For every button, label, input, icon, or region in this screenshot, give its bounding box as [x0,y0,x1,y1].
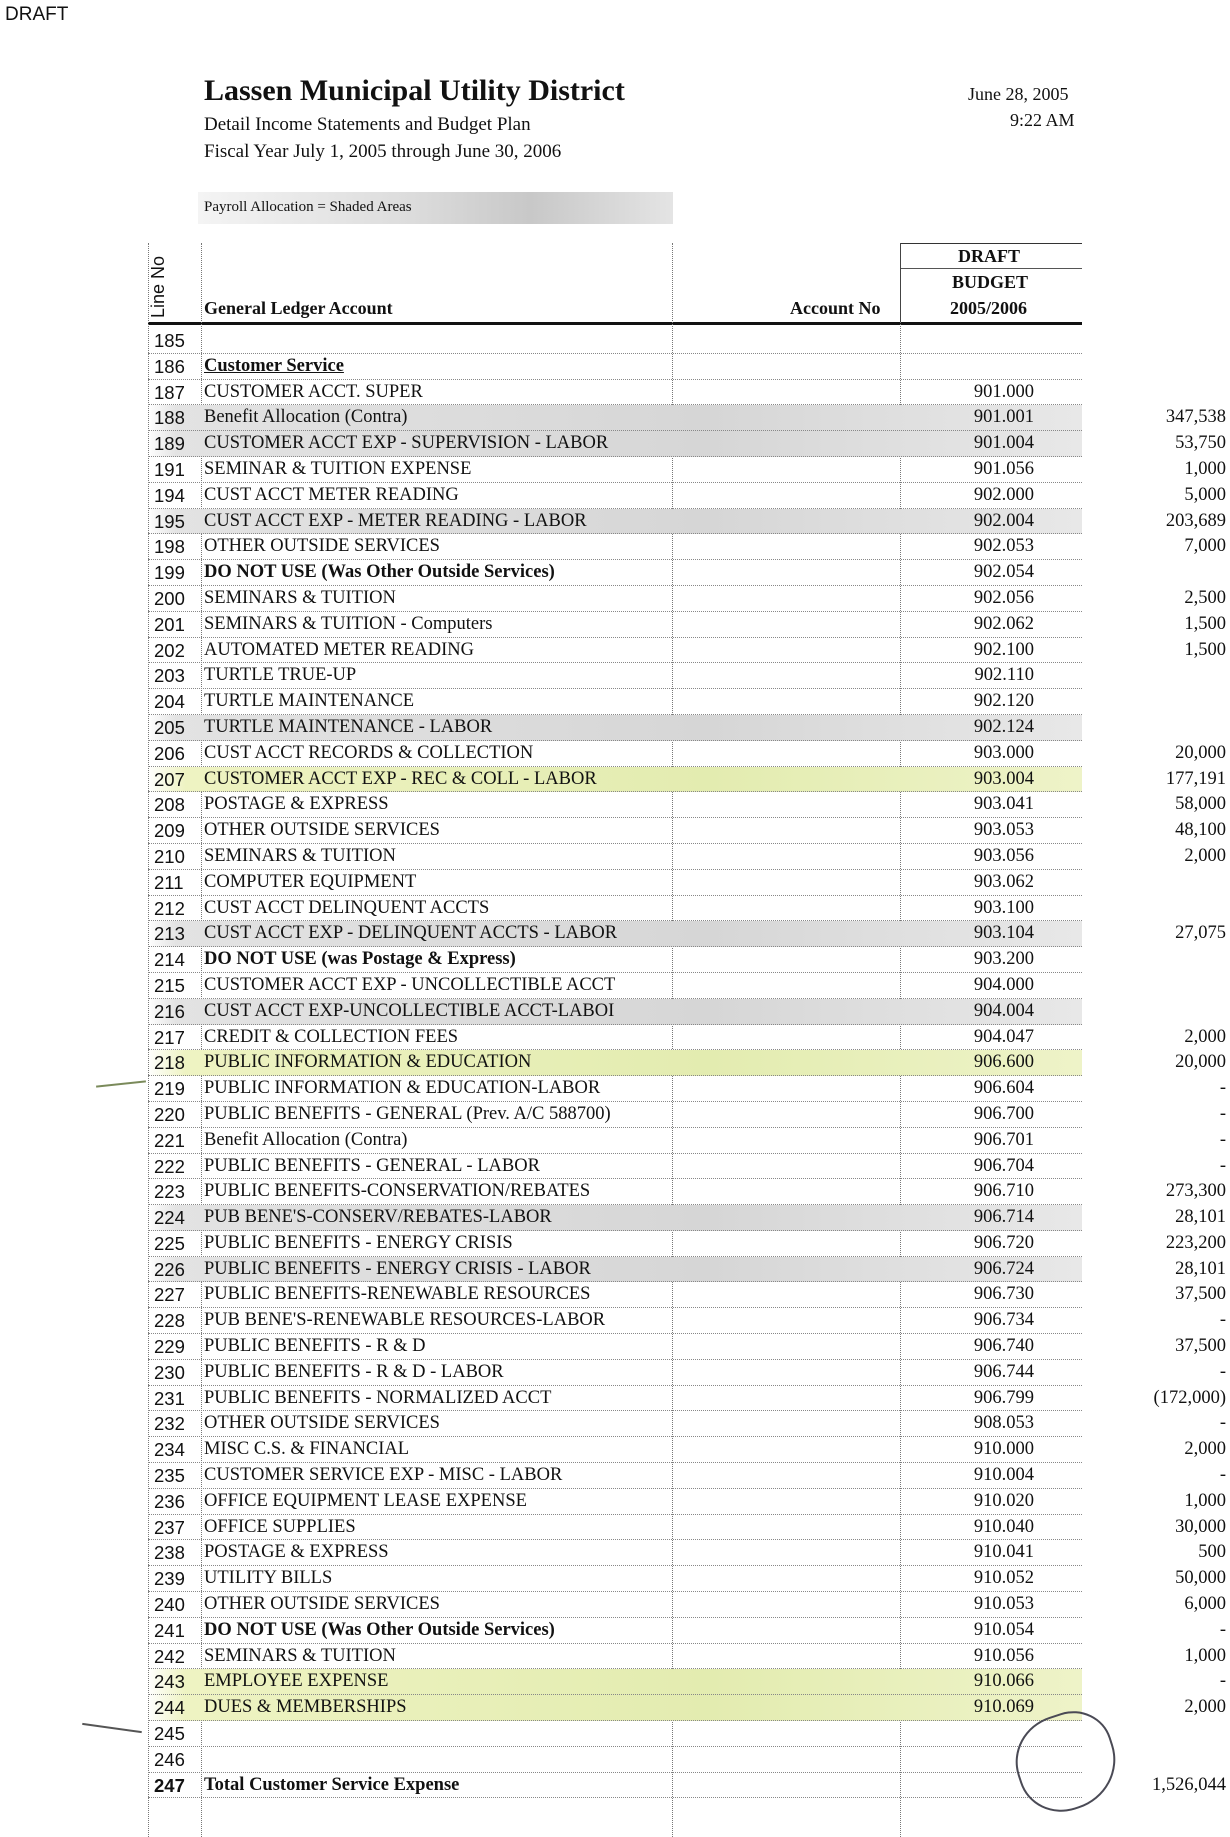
account-description: PUBLIC INFORMATION & EDUCATION [204,1052,532,1073]
account-number: 910.040 [973,1516,1034,1537]
account-number: 906.704 [973,1155,1034,1176]
line-number: 198 [154,536,185,558]
budget-amount: 37,500 [1175,1336,1226,1357]
line-number: 212 [154,897,185,919]
line-number: 225 [154,1232,185,1254]
table-row [148,1463,1226,1489]
table-row [148,534,1226,560]
account-description: SEMINARS & TUITION [204,845,396,866]
budget-amount: 203,689 [1165,510,1226,531]
handwritten-mark [96,1080,146,1087]
table-row [148,431,1226,457]
account-description: POSTAGE & EXPRESS [204,1542,389,1563]
line-number: 199 [154,562,185,584]
line-number: 220 [154,1103,185,1125]
line-number: 210 [154,845,185,867]
budget-amount: 7,000 [1184,536,1226,557]
table-row [148,1179,1226,1205]
account-description: TURTLE TRUE-UP [204,665,357,686]
line-number: 237 [154,1516,185,1538]
line-number: 234 [154,1439,185,1461]
line-number: 188 [154,407,185,429]
line-number: 224 [154,1207,185,1229]
table-row [148,354,1082,380]
account-number: 906.604 [973,1078,1034,1099]
line-number: 203 [154,665,185,687]
line-number: 236 [154,1490,185,1512]
account-description: OFFICE EQUIPMENT LEASE EXPENSE [204,1490,527,1511]
table-row [148,1308,1226,1334]
table-row [148,457,1226,483]
line-number: 201 [154,613,185,635]
line-number: 214 [154,949,185,971]
line-no-header: Line No [148,255,168,318]
account-number: 910.056 [973,1645,1034,1666]
account-description: PUB BENE'S-RENEWABLE RESOURCES-LABOR [204,1310,606,1331]
account-number: 906.744 [973,1361,1034,1382]
account-description: OTHER OUTSIDE SERVICES [204,536,440,557]
account-number: 910.004 [973,1465,1034,1486]
table-row [148,973,1082,999]
account-number: 903.200 [973,949,1034,970]
budget-amount: 2,000 [1184,1439,1226,1460]
line-number: 221 [154,1129,185,1151]
account-description: PUBLIC BENEFITS - R & D - LABOR [204,1361,504,1382]
budget-amount: 347,538 [1165,407,1226,428]
account-number: 901.000 [973,381,1034,402]
account-number: 903.100 [973,897,1034,918]
account-description: SEMINARS & TUITION [204,1645,396,1666]
gl-account-header: General Ledger Account [204,298,393,318]
budget-column-border [900,243,901,323]
table-row [148,1695,1226,1721]
draft-header: DRAFT [958,246,1020,266]
account-description: PUBLIC INFORMATION & EDUCATION-LABOR [204,1078,601,1099]
account-number: 903.053 [973,820,1034,841]
table-row [148,870,1082,896]
table-row [148,741,1226,767]
account-number: 903.041 [973,794,1034,815]
table-row [148,1566,1226,1592]
account-number: 910.053 [973,1594,1034,1615]
table-row [148,328,1082,354]
table-row [148,1050,1226,1076]
table-row [148,1025,1226,1051]
account-description: SEMINAR & TUITION EXPENSE [204,458,472,479]
account-description: TURTLE MAINTENANCE [204,691,415,712]
report-time: 9:22 AM [1010,110,1075,130]
account-description: PUBLIC BENEFITS - NORMALIZED ACCT [204,1387,552,1408]
budget-amount: 28,101 [1175,1207,1226,1228]
account-number: 910.041 [973,1542,1034,1563]
line-number: 195 [154,510,185,532]
account-description: DUES & MEMBERSHIPS [204,1697,407,1718]
line-number: 213 [154,923,185,945]
budget-amount: 50,000 [1175,1568,1226,1589]
line-number: 202 [154,639,185,661]
table-row [148,1205,1226,1231]
table-row [148,1669,1226,1695]
account-number: 904.000 [973,974,1034,995]
table-row [148,1515,1226,1541]
line-number: 187 [154,381,185,403]
account-description: DO NOT USE (was Postage & Express) [204,949,516,970]
account-number: 906.720 [973,1232,1034,1253]
table-row [148,844,1226,870]
line-number: 227 [154,1284,185,1306]
line-number: 245 [154,1723,185,1745]
budget-amount: (172,000) [1153,1387,1226,1408]
line-number: 217 [154,1026,185,1048]
account-description: CUST ACCT EXP-UNCOLLECTIBLE ACCT-LABOI [204,1000,615,1021]
account-description: CUST ACCT DELINQUENT ACCTS [204,897,490,918]
account-number: 906.701 [973,1129,1034,1150]
table-row [148,1231,1226,1257]
ledger-table [148,328,1226,1798]
budget-amount: 2,000 [1184,845,1226,866]
table-row [148,1489,1226,1515]
account-number: 910.069 [973,1697,1034,1718]
account-number: 902.100 [973,639,1034,660]
budget-amount: - [1219,1671,1226,1692]
line-number: 200 [154,587,185,609]
account-description: PUBLIC BENEFITS - ENERGY CRISIS [204,1232,513,1253]
line-number: 230 [154,1361,185,1383]
line-number: 242 [154,1645,185,1667]
line-number: 238 [154,1542,185,1564]
account-description: CUST ACCT EXP - METER READING - LABOR [204,510,587,531]
account-description: DO NOT USE (Was Other Outside Services) [204,562,555,583]
account-description: CUSTOMER ACCT. SUPER [204,381,423,402]
table-row [148,1334,1226,1360]
account-number: 906.724 [973,1258,1034,1279]
table-row [148,767,1226,793]
table-row [148,1773,1226,1799]
table-row [148,1437,1226,1463]
table-row [148,1644,1226,1670]
table-row [148,405,1226,431]
line-number: 186 [154,355,185,377]
table-row [148,509,1226,535]
account-description: SEMINARS & TUITION - Computers [204,613,493,634]
handwritten-arrow [82,1723,142,1733]
budget-amount: 20,000 [1175,742,1226,763]
account-description: OTHER OUTSIDE SERVICES [204,1413,440,1434]
table-row [148,1360,1226,1386]
account-number: 901.001 [973,407,1034,428]
budget-amount: 2,500 [1184,587,1226,608]
account-number: 904.047 [973,1026,1034,1047]
account-description: AUTOMATED METER READING [204,639,474,660]
budget-amount: - [1219,1413,1226,1434]
table-row [148,818,1226,844]
table-row [148,612,1226,638]
table-row [148,1154,1226,1180]
account-description: CUSTOMER ACCT EXP - SUPERVISION - LABOR [204,433,609,454]
account-number: 903.062 [973,871,1034,892]
account-number: 910.020 [973,1490,1034,1511]
account-number: 906.600 [973,1052,1034,1073]
account-number: 903.004 [973,768,1034,789]
account-description: MISC C.S. & FINANCIAL [204,1439,410,1460]
account-description: CREDIT & COLLECTION FEES [204,1026,459,1047]
table-row [148,1386,1226,1412]
line-number: 206 [154,742,185,764]
account-number: 902.110 [974,665,1034,686]
account-number: 903.104 [973,923,1034,944]
budget-amount: 1,000 [1184,1645,1226,1666]
account-description: UTILITY BILLS [204,1568,333,1589]
budget-amount: 5,000 [1184,484,1226,505]
budget-amount: 27,075 [1175,923,1226,944]
line-number: 240 [154,1594,185,1616]
account-number: 906.710 [973,1181,1034,1202]
budget-amount: 30,000 [1175,1516,1226,1537]
budget-amount: 6,000 [1184,1594,1226,1615]
account-description: TURTLE MAINTENANCE - LABOR [204,716,493,737]
account-number: 906.700 [973,1103,1034,1124]
account-description: PUBLIC BENEFITS-CONSERVATION/REBATES [204,1181,591,1202]
account-description: OFFICE SUPPLIES [204,1516,356,1537]
table-row [148,586,1226,612]
budget-amount: 223,200 [1165,1232,1226,1253]
report-date: June 28, 2005 [968,84,1069,104]
account-number: 902.053 [973,536,1034,557]
account-number: 903.000 [973,742,1034,763]
account-description: CUST ACCT EXP - DELINQUENT ACCTS - LABOR [204,923,618,944]
line-number: 231 [154,1387,185,1409]
account-description: PUBLIC BENEFITS - GENERAL - LABOR [204,1155,540,1176]
account-description: CUSTOMER ACCT EXP - REC & COLL - LABOR [204,768,597,789]
table-row [148,560,1082,586]
draft-stamp: DRAFT [5,4,69,25]
budget-header: BUDGET [952,272,1029,292]
budget-amount: - [1219,1619,1226,1640]
account-description: CUSTOMER ACCT EXP - UNCOLLECTIBLE ACCT [204,974,616,995]
budget-amount: 1,000 [1184,458,1226,479]
account-description: CUST ACCT METER READING [204,484,459,505]
draft-header-top-rule [900,243,1082,244]
account-number: 902.062 [973,613,1034,634]
account-number: 902.120 [973,691,1034,712]
account-no-header: Account No [790,298,881,318]
account-description: OTHER OUTSIDE SERVICES [204,820,440,841]
line-number: 215 [154,974,185,996]
account-number: 901.004 [973,433,1034,454]
table-row [148,715,1082,741]
line-number: 241 [154,1619,185,1641]
budget-amount: 48,100 [1175,820,1226,841]
budget-amount: 273,300 [1165,1181,1226,1202]
account-number: 902.054 [973,562,1034,583]
line-number: 232 [154,1413,185,1435]
account-description: PUBLIC BENEFITS-RENEWABLE RESOURCES [204,1284,591,1305]
account-number: 908.053 [973,1413,1034,1434]
table-row [148,947,1082,973]
budget-amount: 1,526,044 [1152,1774,1226,1795]
line-number: 235 [154,1465,185,1487]
line-number: 247 [154,1774,185,1796]
table-row [148,792,1226,818]
table-row [148,1411,1226,1437]
line-number: 185 [154,330,185,351]
budget-amount: 28,101 [1175,1258,1226,1279]
table-row [148,1592,1226,1618]
line-number: 228 [154,1310,185,1332]
payroll-note: Payroll Allocation = Shaded Areas [204,199,412,215]
table-row [148,380,1082,406]
account-description: POSTAGE & EXPRESS [204,794,389,815]
budget-amount: 1,000 [1184,1490,1226,1511]
budget-amount: 37,500 [1175,1284,1226,1305]
account-number: 906.740 [973,1336,1034,1357]
table-row [148,689,1082,715]
line-number: 207 [154,768,185,790]
table-row [148,1257,1226,1283]
account-description: PUBLIC BENEFITS - GENERAL (Prev. A/C 588700) [204,1103,611,1124]
account-number: 910.000 [973,1439,1034,1460]
line-number: 219 [154,1078,185,1100]
account-description: OTHER OUTSIDE SERVICES [204,1594,440,1615]
account-description: PUB BENE'S-CONSERV/REBATES-LABOR [204,1207,552,1228]
account-number: 910.052 [973,1568,1034,1589]
report-title: Lassen Municipal Utility District [204,74,625,107]
budget-amount: - [1219,1155,1226,1176]
table-row [148,999,1082,1025]
account-number: 910.066 [973,1671,1034,1692]
account-number: 906.730 [973,1284,1034,1305]
line-number: 205 [154,716,185,738]
account-number: 906.799 [973,1387,1034,1408]
line-number: 189 [154,433,185,455]
account-number: 902.000 [973,484,1034,505]
budget-amount: 58,000 [1175,794,1226,815]
budget-amount: 53,750 [1175,433,1226,454]
line-number: 191 [154,458,185,480]
table-row [148,1721,1082,1747]
budget-amount: - [1219,1465,1226,1486]
table-row [148,1102,1226,1128]
account-description: Benefit Allocation (Contra) [204,407,408,428]
line-number: 222 [154,1155,185,1177]
budget-amount: 2,000 [1184,1026,1226,1047]
budget-amount: - [1219,1310,1226,1331]
account-description: SEMINARS & TUITION [204,587,396,608]
table-row [148,663,1082,689]
budget-year-header: 2005/2006 [950,298,1028,318]
fiscal-year-line: Fiscal Year July 1, 2005 through June 30, 2006 [204,141,562,162]
budget-amount: 1,500 [1184,639,1226,660]
line-number: 211 [154,871,184,893]
budget-amount: 177,191 [1165,768,1226,789]
line-number: 229 [154,1336,185,1358]
line-number: 208 [154,794,185,816]
table-row [148,638,1226,664]
budget-amount: 500 [1198,1542,1226,1563]
table-row [148,896,1082,922]
line-number: 216 [154,1000,185,1022]
account-description: Benefit Allocation (Contra) [204,1129,408,1150]
table-row [148,921,1226,947]
line-number: 218 [154,1052,185,1074]
account-number: 903.056 [973,845,1034,866]
budget-amount: 1,500 [1184,613,1226,634]
line-number: 194 [154,484,185,506]
table-row [148,1618,1226,1644]
table-row [148,1747,1082,1773]
table-row [148,1540,1226,1566]
account-number: 902.004 [973,510,1034,531]
budget-amount: 2,000 [1184,1697,1226,1718]
account-description: EMPLOYEE EXPENSE [204,1671,389,1692]
account-number: 910.054 [973,1619,1034,1640]
account-number: 906.714 [973,1207,1034,1228]
account-description: PUBLIC BENEFITS - R & D [204,1336,426,1357]
line-number: 209 [154,820,185,842]
draft-header-mid-rule [900,268,1082,269]
line-number: 204 [154,691,185,713]
line-number: 244 [154,1697,185,1719]
account-description: CUST ACCT RECORDS & COLLECTION [204,742,534,763]
account-number: 906.734 [973,1310,1034,1331]
account-description: Customer Service [204,355,344,376]
account-number: 902.124 [973,716,1034,737]
budget-amount: - [1219,1129,1226,1150]
account-description: PUBLIC BENEFITS - ENERGY CRISIS - LABOR [204,1258,591,1279]
table-row [148,1128,1226,1154]
line-number: 239 [154,1568,185,1590]
line-number: 223 [154,1181,185,1203]
report-subtitle: Detail Income Statements and Budget Plan [204,114,531,135]
account-description: COMPUTER EQUIPMENT [204,871,417,892]
account-description: Total Customer Service Expense [204,1774,460,1795]
budget-amount: - [1219,1361,1226,1382]
budget-amount: - [1219,1103,1226,1124]
account-description: DO NOT USE (Was Other Outside Services) [204,1619,555,1640]
line-number: 246 [154,1748,185,1770]
header-rule [148,322,1082,325]
table-row [148,1076,1226,1102]
budget-amount: 20,000 [1175,1052,1226,1073]
budget-amount: - [1219,1078,1226,1099]
account-description: CUSTOMER SERVICE EXP - MISC - LABOR [204,1465,563,1486]
line-number: 226 [154,1258,185,1280]
table-row [148,483,1226,509]
table-row [148,1282,1226,1308]
line-number: 243 [154,1671,185,1693]
account-number: 902.056 [973,587,1034,608]
account-number: 901.056 [973,458,1034,479]
account-number: 904.004 [973,1000,1034,1021]
